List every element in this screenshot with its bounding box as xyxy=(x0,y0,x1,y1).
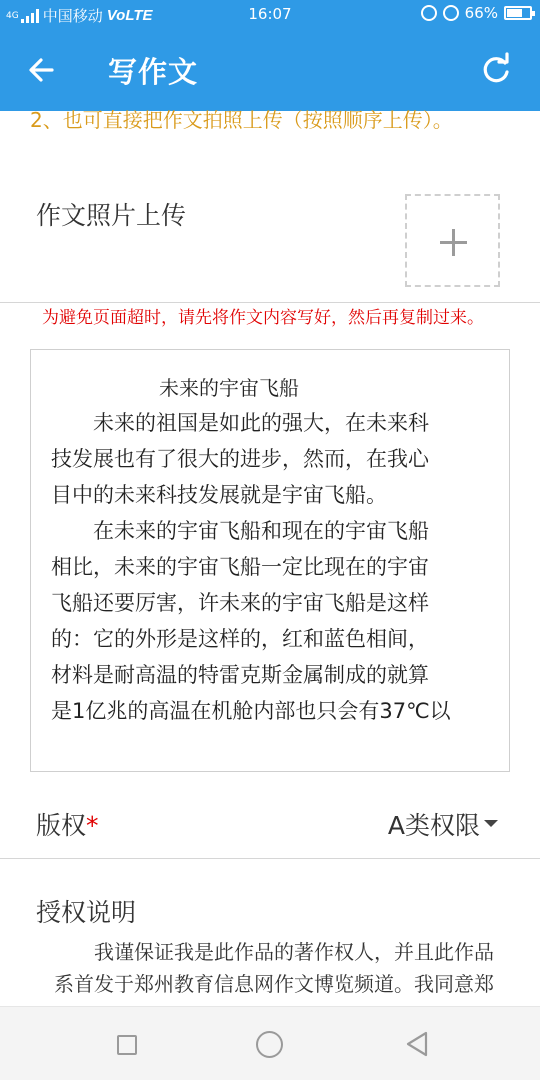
triangle-back-icon[interactable] xyxy=(402,1029,432,1059)
arrow-left-icon[interactable] xyxy=(20,48,64,92)
battery-icon xyxy=(504,6,532,20)
copyright-label-text: 版权 xyxy=(36,811,87,840)
photo-upload-button[interactable] xyxy=(405,194,500,287)
status-right xyxy=(421,4,532,22)
alarm-icon xyxy=(443,5,459,21)
essay-line: 是1亿兆的高温在机舱内部也只会有37℃以 xyxy=(51,699,451,723)
copyright-label xyxy=(36,806,99,842)
essay-line: 技发展也有了很大的进步，然而，在我心 xyxy=(51,447,429,471)
upload-label: 作文照片上传 xyxy=(36,201,187,230)
essay-line: 相比，未来的宇宙飞船一定比现在的宇宙 xyxy=(51,555,429,579)
top-bar xyxy=(0,0,540,111)
authorization-label: 授权说明 xyxy=(36,898,137,927)
status-bar xyxy=(0,0,540,28)
battery-fill xyxy=(507,9,522,17)
upload-hint: 2、也可直接把作文拍照上传（按照顺序上传）。 xyxy=(30,108,453,132)
system-nav-bar xyxy=(0,1006,540,1080)
required-mark: * xyxy=(86,811,99,840)
lock-rotation-icon xyxy=(421,5,437,21)
page-title: 写作文 xyxy=(108,55,199,89)
essay-line: 在未来的宇宙飞船和现在的宇宙飞船 xyxy=(51,519,429,543)
essay-line: 未来的祖国是如此的强大，在未来科 xyxy=(51,411,429,435)
volte-label: VoLTE xyxy=(106,7,153,24)
square-icon[interactable] xyxy=(117,1035,137,1055)
essay-line: 材料是耐高温的特雷克斯金属制成的就算 xyxy=(51,663,429,687)
app-bar xyxy=(0,28,540,111)
essay-line: 飞船还要厉害，许未来的宇宙飞船是这样 xyxy=(51,591,429,615)
copyright-select[interactable]: A类权限 xyxy=(387,811,480,840)
chevron-down-icon[interactable] xyxy=(484,820,498,827)
circle-icon[interactable] xyxy=(256,1031,283,1058)
network-tag: 4G xyxy=(6,10,19,21)
essay-line: 的：它的外形是这样的，红和蓝色相间， xyxy=(51,627,429,651)
refresh-icon[interactable] xyxy=(474,48,518,92)
divider xyxy=(0,858,540,859)
carrier-name: 中国移动 xyxy=(42,7,103,25)
battery-percent: 66% xyxy=(464,4,498,22)
essay-line: 目中的未来科技发展就是宇宙飞船。 xyxy=(51,483,387,507)
authorization-text: 我谨保证我是此作品的著作权人，并且此作品系首发于郑州教育信息网作文博览频道。我同意郑 xyxy=(54,940,494,996)
essay-title: 未来的宇宙飞船 xyxy=(159,376,299,400)
status-time: 16:07 xyxy=(248,5,292,23)
essay-textarea[interactable] xyxy=(30,349,510,772)
timeout-warning: 为避免页面超时，请先将作文内容写好，然后再复制过来。 xyxy=(42,308,484,328)
